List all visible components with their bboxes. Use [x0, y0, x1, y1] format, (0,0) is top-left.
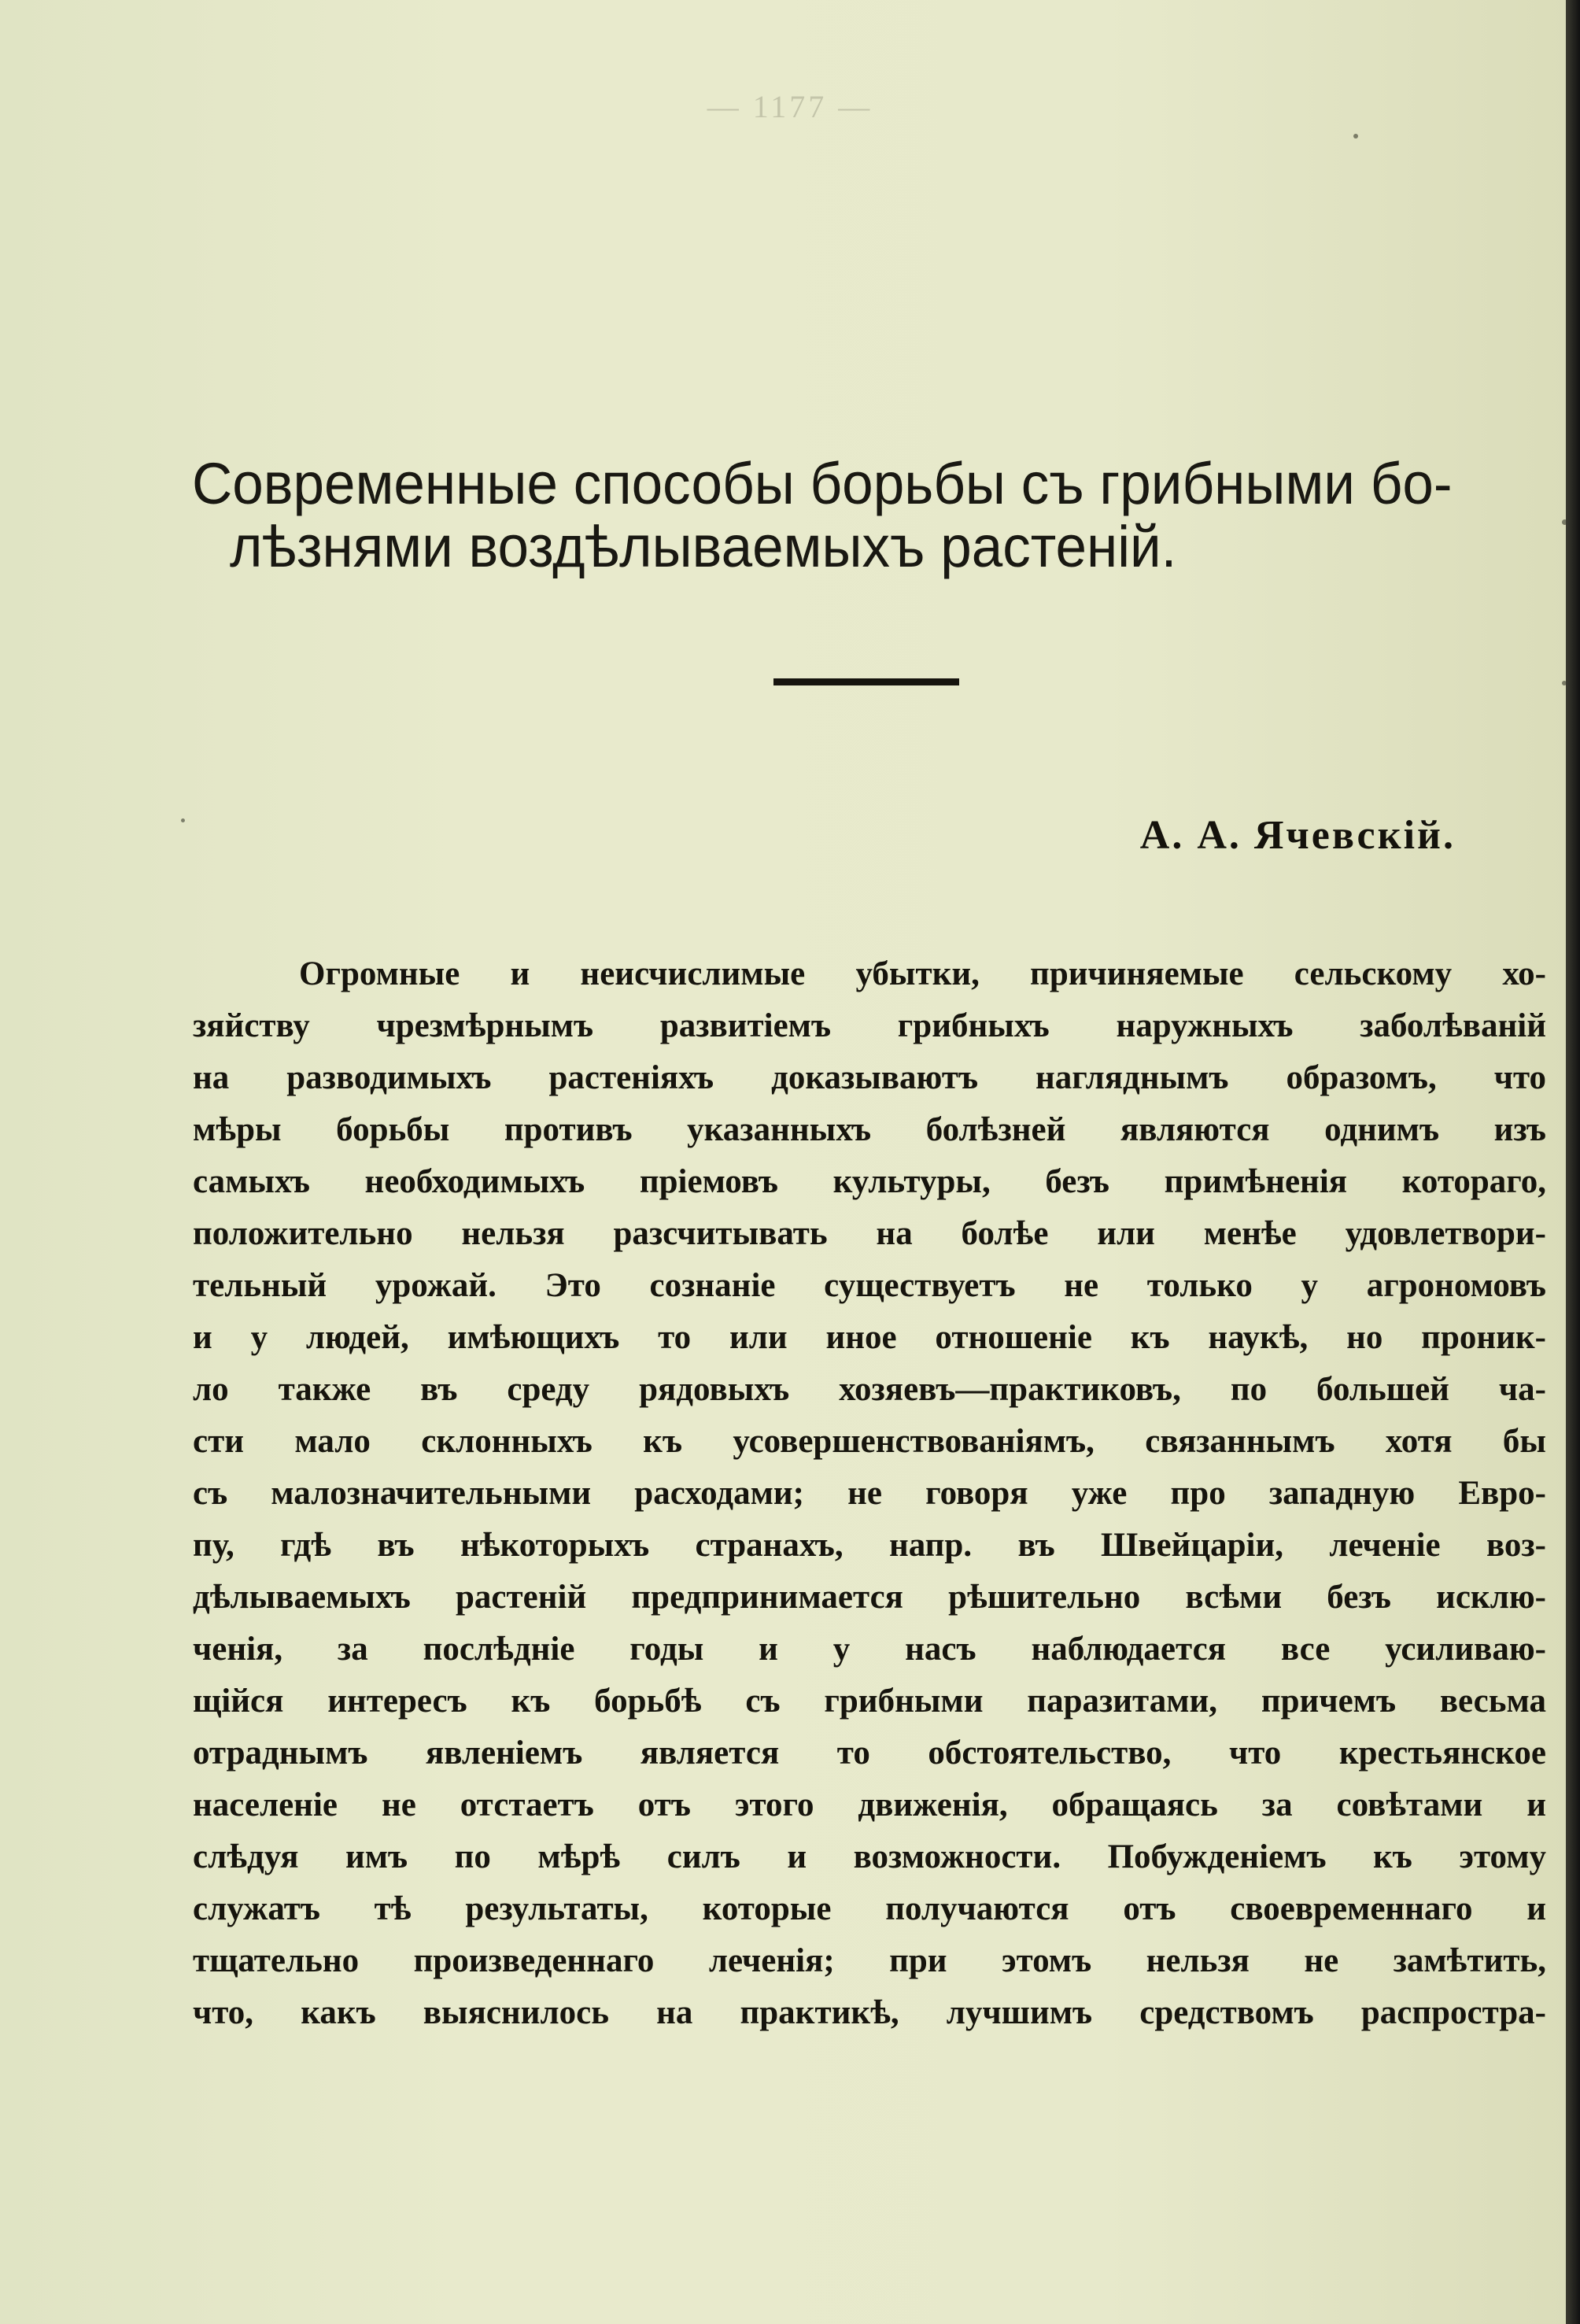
text-line: ченія, за послѣдніе годы и у насъ наблюдается все усиливаю- — [193, 1631, 1546, 1668]
text-line: отраднымъ явленіемъ является то обстоятельство, что крестьянское — [193, 1735, 1546, 1772]
text-line: Огромные и неисчислимые убытки, причиняемые сельскому хо- — [299, 955, 1546, 992]
text-line: щійся интересъ къ борьбѣ съ грибными паразитами, причемъ весьма — [193, 1683, 1546, 1720]
article-title — [192, 453, 1506, 578]
text-line: дѣлываемыхъ растеній предпринимается рѣшительно всѣми безъ исклю- — [193, 1579, 1546, 1616]
text-line: пу, гдѣ въ нѣкоторыхъ странахъ, напр. въ Швейцаріи, леченіе воз- — [193, 1527, 1546, 1564]
text-line: зяйству чрезмѣрнымъ развитіемъ грибныхъ наружныхъ заболѣваній — [193, 1007, 1546, 1044]
page-binding-edge — [1566, 0, 1580, 2324]
text-line: сти мало склонныхъ къ усовершенствованіямъ, связаннымъ хотя бы — [193, 1423, 1546, 1460]
title-line: Современные способы борьбы съ грибными бо- — [192, 451, 1453, 516]
title-line: лѣзнями воздѣлываемыхъ растеній. — [230, 514, 1177, 579]
author-name: А. А. Ячевскій. — [1139, 813, 1456, 858]
ink-speck — [181, 818, 185, 822]
article-body — [193, 948, 1546, 2039]
text-line: съ малозначительными расходами; не говоря уже про западную Евро- — [193, 1475, 1546, 1512]
page-number: — 1177 — — [707, 89, 873, 124]
title-divider — [773, 678, 959, 685]
text-line: служатъ тѣ результаты, которые получаются отъ своевременнаго и — [193, 1890, 1546, 1927]
text-line: тщательно произведеннаго леченія; при этомъ нельзя не замѣтить, — [193, 1942, 1546, 1979]
text-line: мѣры борьбы противъ указанныхъ болѣзней являются однимъ изъ — [193, 1111, 1546, 1148]
text-line: тельный урожай. Это сознаніе существуетъ не только у агрономовъ — [193, 1267, 1546, 1304]
text-line: слѣдуя имъ по мѣрѣ силъ и возможности. Побужденіемъ къ этому — [193, 1838, 1546, 1875]
text-line: положительно нельзя разсчитывать на болѣе или менѣе удовлетвори- — [193, 1215, 1546, 1252]
text-line: самыхъ необходимыхъ пріемовъ культуры, безъ примѣненія котораго, — [193, 1163, 1546, 1200]
text-line: что, какъ выяснилось на практикѣ, лучшимъ средствомъ распростра- — [193, 1994, 1546, 2031]
ink-speck — [1353, 134, 1358, 139]
text-line: на разводимыхъ растеніяхъ доказываютъ нагляднымъ образомъ, что — [193, 1059, 1546, 1096]
text-line: и у людей, имѣющихъ то или иное отношеніе къ наукѣ, но проник- — [193, 1319, 1546, 1356]
text-line: ло также въ среду рядовыхъ хозяевъ—практиковъ, по большей ча- — [193, 1371, 1546, 1408]
text-line: населеніе не отстаетъ отъ этого движенія, обращаясь за совѣтами и — [193, 1786, 1546, 1823]
